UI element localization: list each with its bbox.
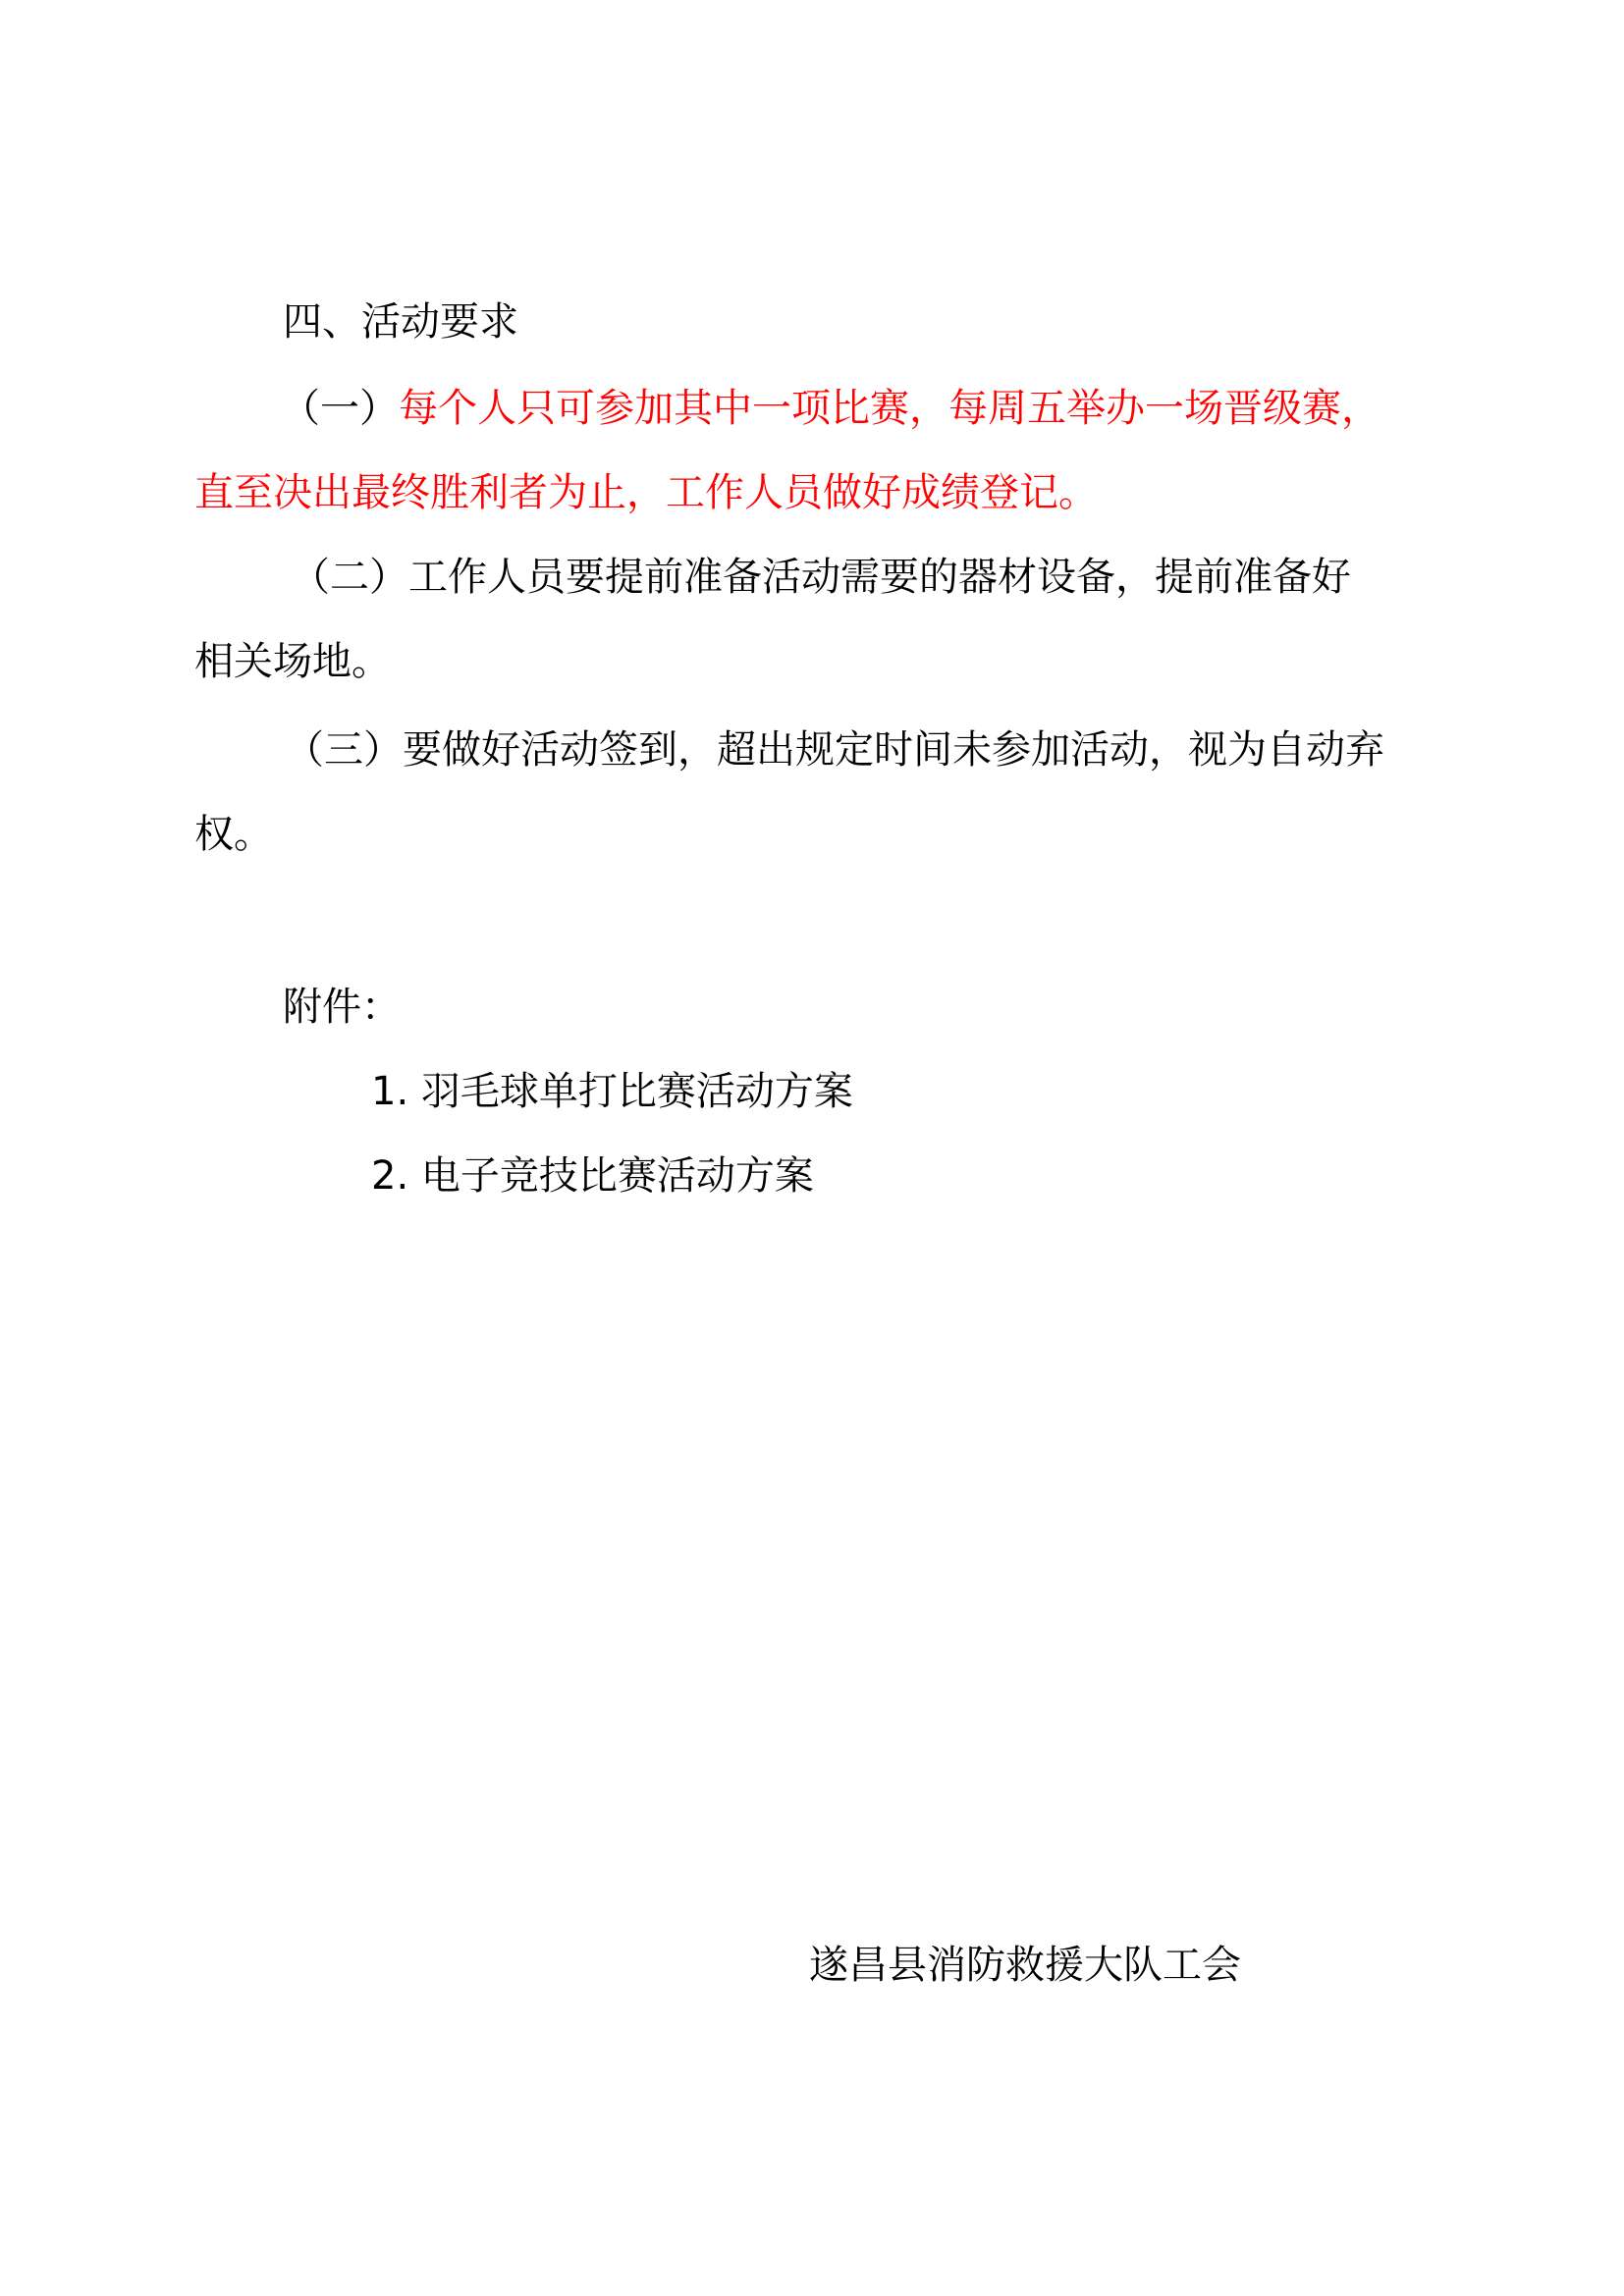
attachments-label: 附件： (283, 985, 401, 1030)
signature-organization: 遂昌县消防救援大队工会 (809, 1943, 1241, 1988)
requirement-item-3-marker: （三） (285, 727, 403, 773)
attachment-item-1: 1. 羽毛球单打比赛活动方案 (371, 1069, 853, 1114)
requirement-item-1-marker: （一） (281, 386, 399, 431)
requirement-item-2-text-line2: 相关场地。 (194, 639, 391, 684)
requirement-item-3-line1 (285, 726, 1384, 774)
requirement-item-1-text-line2: 直至决出最终胜利者为止，工作人员做好成绩登记。 (194, 470, 1098, 515)
requirement-item-3-text-line1: 要做好活动签到，超出规定时间未参加活动，视为自动弃 (403, 727, 1384, 773)
requirement-item-2-text-line1: 工作人员要提前准备活动需要的器材设备，提前准备好 (408, 555, 1351, 600)
section-heading: 四、活动要求 (283, 299, 518, 345)
requirement-item-3-text-line2: 权。 (194, 812, 273, 857)
attachment-item-2: 2. 电子竞技比赛活动方案 (371, 1153, 814, 1199)
requirement-item-2-marker: （二） (291, 555, 408, 600)
requirement-item-2-line1 (291, 554, 1351, 601)
requirement-item-1-text-line1: 每个人只可参加其中一项比赛，每周五举办一场晋级赛， (399, 386, 1380, 431)
requirement-item-1-line1 (281, 385, 1441, 432)
